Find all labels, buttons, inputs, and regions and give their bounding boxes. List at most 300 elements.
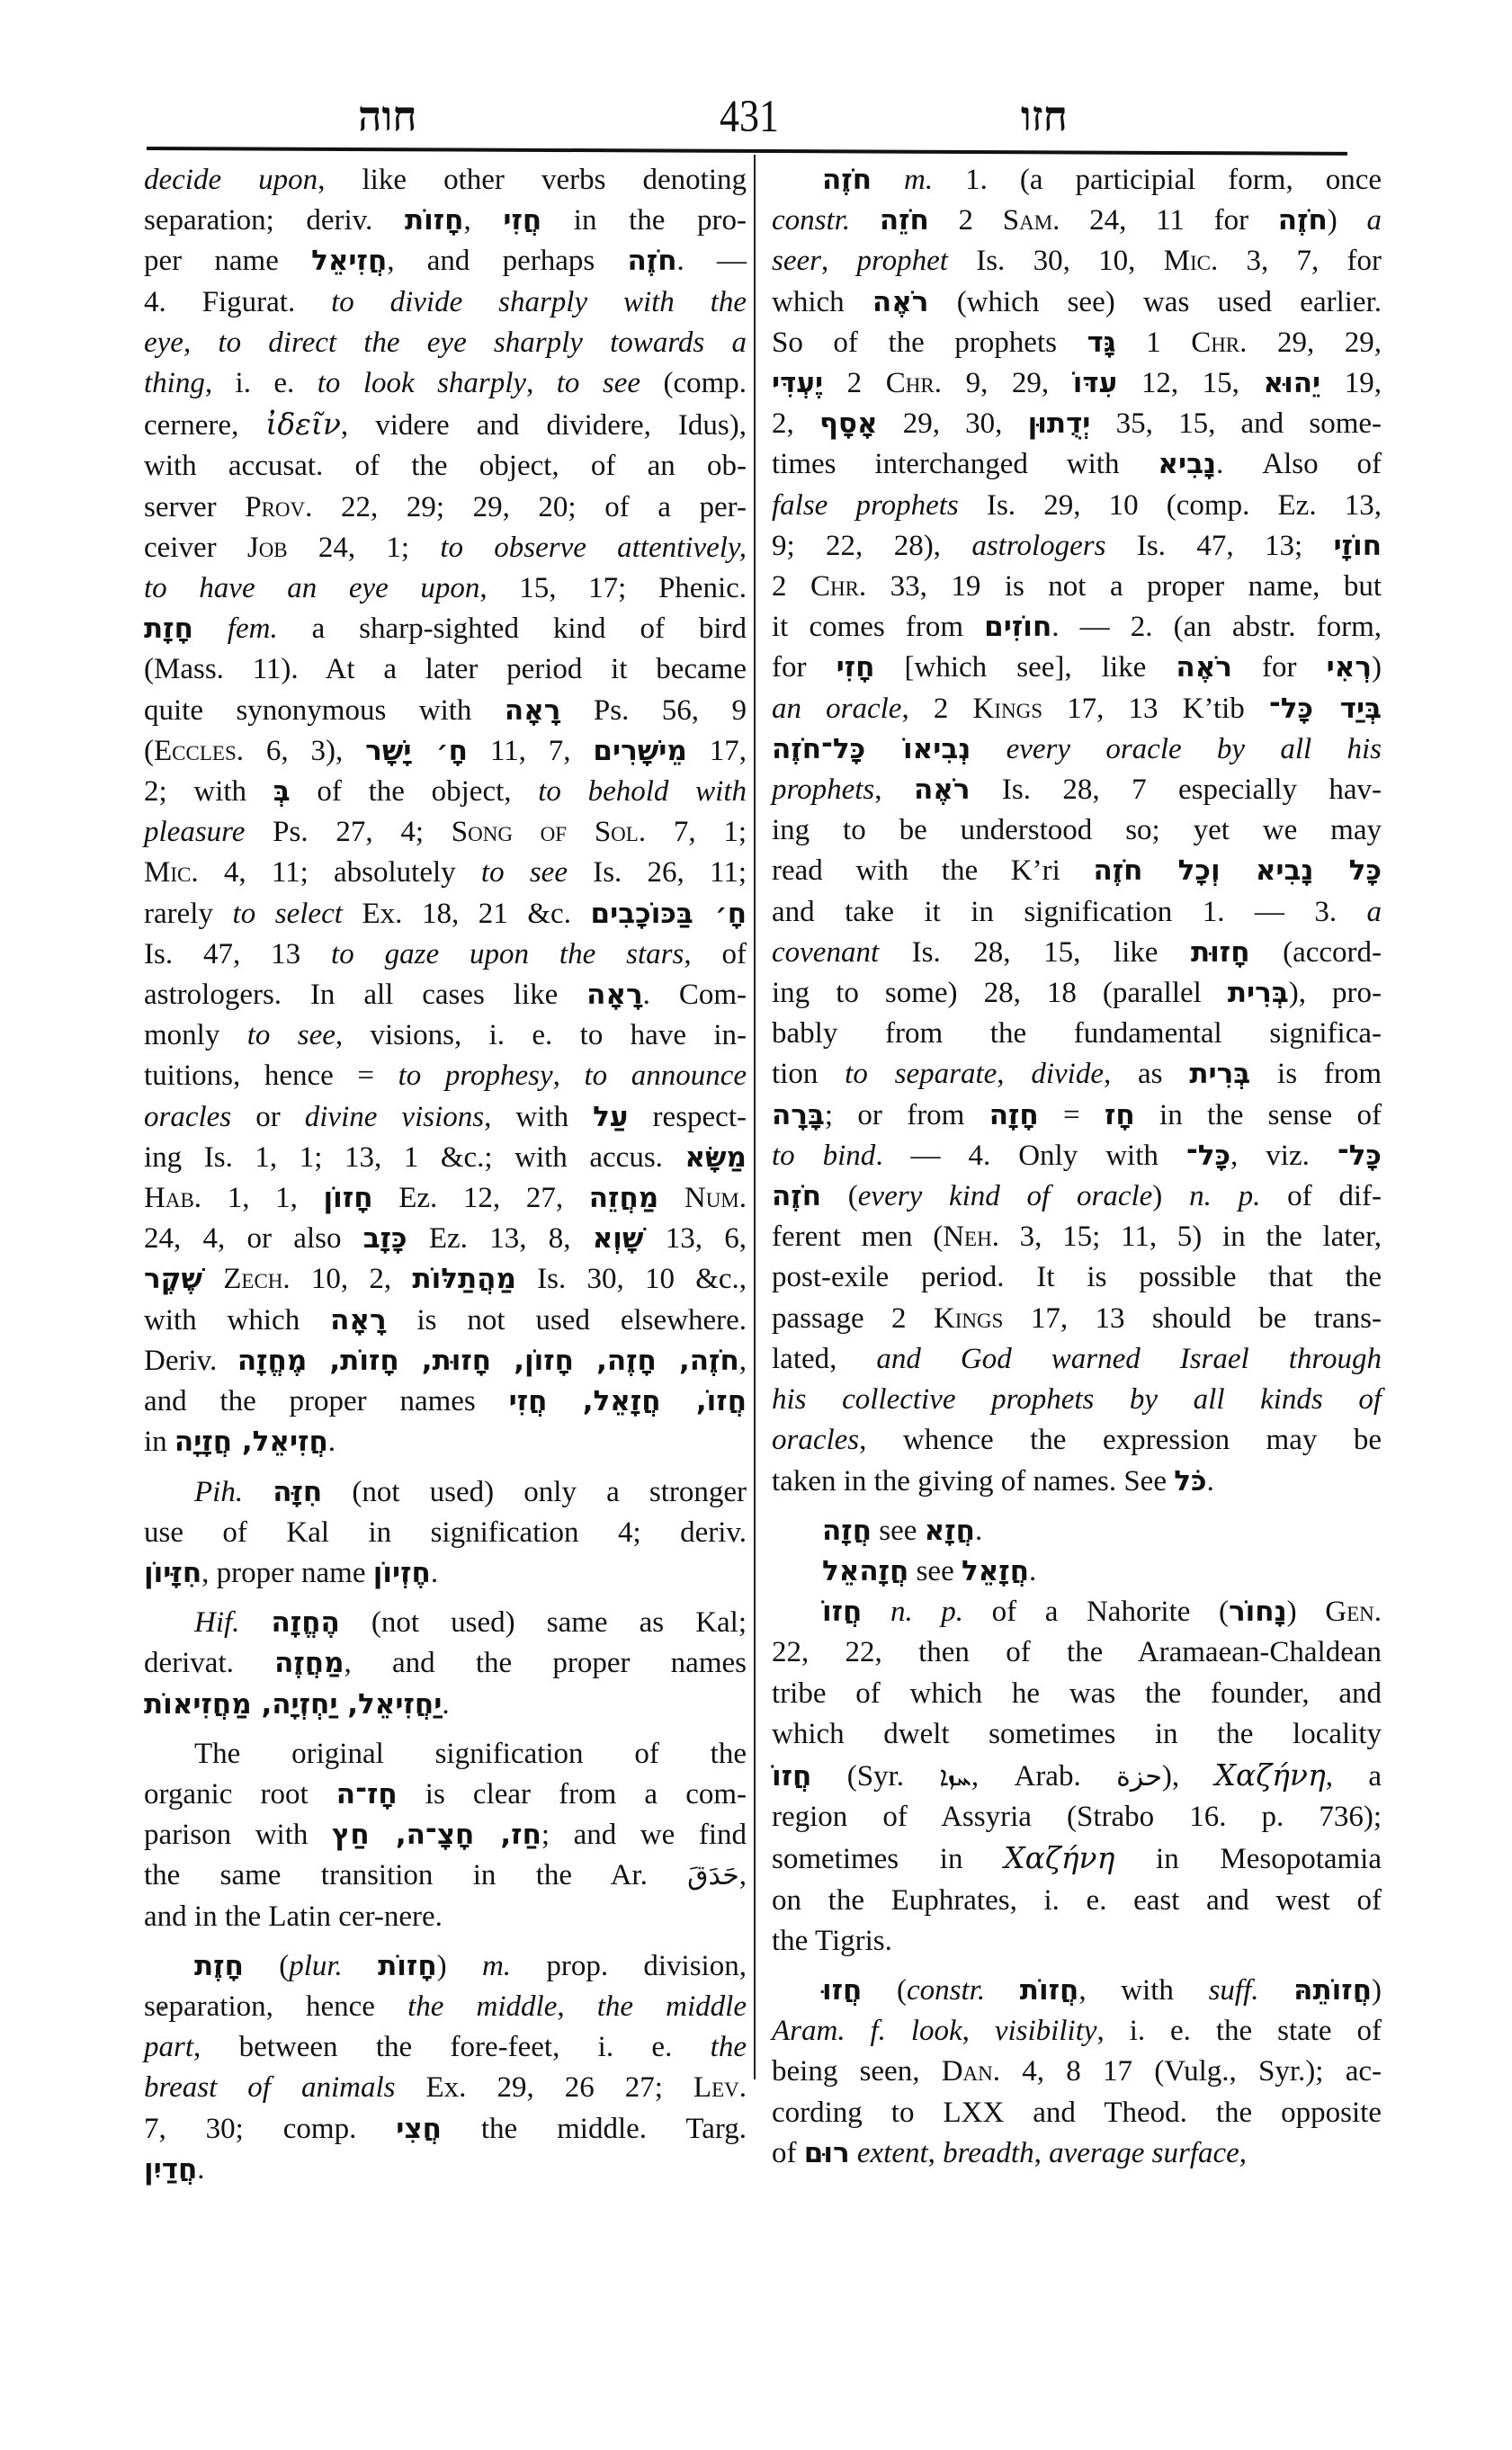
text-run: 17, 13 should be trans- [1003,1301,1382,1335]
text-run: 33, 19 is not a proper name, but [866,570,1382,604]
text-run: , 2 [901,692,973,725]
text-run [850,2137,857,2169]
text-run: 24, 11 for [1060,204,1278,237]
text-run: ( [821,1180,858,1213]
italic-gloss: plur. [289,1949,343,1982]
hebrew-word: חֹזֶה [822,164,872,196]
italic-gloss: n. p. [1189,1180,1261,1213]
text-line [144,1056,747,1096]
text-run: , [874,773,914,807]
book-abbrev: Hab. [144,1182,202,1215]
hebrew-word: יֶעְדִּי [772,367,824,400]
text-run: of [772,2136,804,2169]
text-run: Is. 28, 7 especially hav- [970,773,1382,807]
text-line [144,2150,747,2190]
text-run: , [738,1859,747,1892]
text-line [144,528,747,568]
italic-gloss: his collective prophets by all kinds of [772,1383,1382,1417]
text-line [772,1014,1382,1054]
text-run: 19, [1320,367,1382,400]
text-run [343,1950,378,1982]
text-run: , of [684,937,747,970]
arabic-word: حَدَقَ [687,1860,739,1892]
text-line [772,689,1382,729]
text-run: in [144,1426,174,1459]
text-line [144,1422,747,1462]
text-run: astrologers. In all cases like [144,979,587,1012]
text-run: 13, 6, [643,1222,747,1256]
text-run: , [552,1060,585,1093]
book-abbrev: Mic. [144,856,199,890]
text-line [772,1714,1382,1755]
text-run: a sharp-sighted kind of bird [277,612,747,646]
hebrew-word: חָזוּת [1190,935,1250,969]
text-run: , [526,367,557,400]
text-line [772,1797,1382,1838]
hebrew-word: בְּ [273,775,291,809]
hebrew-word: נָחוֹר [1229,1596,1287,1629]
text-run: , 15, 17; Phenic. [479,572,747,605]
hebrew-word: כָּל נָבִיא וְכָל חֹזֶה [1093,854,1382,888]
hebrew-word: חֲזִיאֵל, חֲזָיָה [174,1426,328,1459]
hebrew-word: בָּרָה [772,1098,825,1131]
text-line [772,444,1382,485]
entry-hazeh [144,1946,747,2190]
text-line [144,1775,747,1815]
hebrew-word: חֲזִיאֵל [311,245,388,278]
text-run: Is. 30, 10 &c., [515,1263,747,1296]
text-line [772,607,1382,648]
hebrew-word: שֶׁקֶר [144,1263,202,1296]
hebrew-word: בְּרִית [1227,977,1289,1010]
page-number: 431 [720,91,779,142]
italic-gloss: to separate [845,1058,998,1091]
text-line [772,160,1382,201]
text-run: and take it in signification 1. — 3. [772,895,1367,928]
hebrew-word: חֲזִי [503,204,542,237]
text-run: Is. 28, 15, like [879,935,1191,969]
text-line [772,1257,1382,1298]
text-run: ), [1161,1759,1215,1793]
text-line [772,892,1382,933]
hebrew-word: חֹזֶה, חָזֶה, חָזוֹן, חָזוּת, חָזוֹת, מֶחֱזָה [237,1344,739,1377]
text-line [772,1632,1382,1673]
text-run: lated, [772,1342,877,1375]
text-run: and the proper names [144,1385,509,1418]
text-run: , i. e. the state of [1096,2015,1382,2048]
text-line [772,1136,1382,1176]
text-run: 4, 11; absolutely [198,856,481,890]
text-run: . [197,2152,205,2186]
text-run: ) [1286,1596,1326,1629]
text-line [144,649,747,690]
book-abbrev: Chr. [810,570,867,604]
text-run: , [820,245,857,278]
text-run: 17, [686,734,747,767]
text-run: of the object, [290,775,539,809]
book-abbrev: Eccles. [154,734,244,767]
text-run: respect- [628,1100,747,1133]
text-line [144,1987,747,2027]
text-run: . [327,1426,336,1459]
italic-gloss: m. [481,1949,512,1982]
italic-gloss: breadth [943,2136,1034,2169]
text-run: 1, 1, [201,1182,324,1215]
italic-gloss: divide [1031,1058,1104,1091]
text-run: . [1029,1554,1037,1587]
hebrew-word: מַחֲזֵה [588,1182,659,1215]
text-run: Is. 47, 13 [144,937,332,970]
text-line [772,201,1382,241]
text-line [144,1341,747,1381]
book-abbrev: Kings [972,692,1042,725]
text-line [144,1855,747,1896]
book-abbrev: Kings [933,1301,1004,1335]
hebrew-word: יְדֻתוּן [1027,407,1091,441]
hebrew-word: חֲזוֹ [822,1596,863,1629]
text-run: , [463,204,504,237]
text-line [144,812,747,853]
hebrew-word: חָזוֹן [323,1182,373,1215]
text-run: 9; 22, 28), [772,529,972,562]
hebrew-word: חָזוֹת [404,204,464,237]
text-run: organic root [144,1777,336,1811]
text-run: cernere, [144,409,266,443]
running-head-left-word: חוה [358,94,417,139]
text-run: Is. 30, 10, [947,245,1164,278]
text-run: , and perhaps [387,245,628,278]
text-line [772,1217,1382,1257]
italic-gloss: to select [232,897,343,930]
italic-gloss: the [710,2031,747,2064]
text-run: in the pro- [541,204,747,237]
text-line [144,2068,747,2108]
hebrew-word: חֲזָה [822,1514,872,1547]
left-column [144,160,747,2190]
text-line [772,1339,1382,1380]
entry-hazo [772,1592,1382,1962]
text-run: rarely [144,897,233,930]
text-line [772,323,1382,363]
text-run: per name [144,245,312,278]
text-line [772,567,1382,607]
text-line [772,2093,1382,2133]
text-line [772,1462,1382,1502]
text-line [144,568,747,609]
text-run: ) [436,1949,482,1982]
text-run: 17, 13 K’tib [1042,692,1269,725]
text-run: . Also of [1216,448,1382,481]
text-run: , [927,2136,944,2169]
italic-gloss: visibility [994,2015,1097,2048]
hebrew-word: רָאָה [330,1303,387,1337]
italic-gloss: n. p. [890,1596,964,1629]
text-run: post-exile period. It is possible that the [772,1261,1382,1294]
book-abbrev: Lev. [693,2071,747,2105]
text-run: Ps. 27, 4; [245,816,452,849]
text-line [772,1592,1382,1632]
text-run: Is. 26, 11; [567,856,747,890]
italic-gloss: to behold with [538,775,747,809]
text-run: (not used) only a stronger [322,1475,747,1508]
text-run: 1 [1115,326,1192,359]
text-run: . [430,1556,439,1589]
italic-gloss: suff. [1208,1973,1259,2007]
text-run: Deriv. [144,1344,237,1377]
hebrew-word: חֶזְיוֹן [372,1556,431,1589]
hebrew-word: כָּל־ [1337,1139,1382,1172]
hebrew-word: חִזָּיוֹן [144,1556,202,1589]
text-run: (accord- [1249,935,1382,969]
text-run: ; or from [824,1098,989,1131]
text-run: , between the fore-feet, i. e. [193,2031,711,2064]
hebrew-word: חֲצִי [396,2112,442,2145]
text-run: 29, 30, [877,407,1028,441]
text-line [144,363,747,404]
hebrew-word: מַשָּׂא [684,1140,747,1174]
text-run: Ez. 12, 27, [372,1182,589,1215]
text-run [202,1263,223,1295]
text-run: ( [862,1973,908,2007]
text-line [144,609,747,649]
text-line [772,770,1382,810]
text-line [772,1674,1382,1714]
text-run: tuitions, hence = [144,1060,398,1093]
text-run: in Mesopotamia [1114,1843,1382,1876]
text-line [144,201,747,241]
text-line [144,1301,747,1341]
italic-gloss: constr. [907,1973,986,2007]
hebrew-word: חָז־ה [336,1777,398,1811]
italic-gloss: the middle [407,1990,558,2023]
text-run: (not used) same as Kal; [339,1606,747,1640]
text-run: ) [1372,1973,1382,2007]
text-run: , as [1103,1058,1190,1091]
italic-gloss: decide upon [144,164,318,196]
text-run: , and the proper names [344,1647,747,1680]
text-line [772,1054,1382,1095]
text-run: 2 [823,367,886,400]
hebrew-word: שָׁוְא [592,1222,644,1256]
text-run: , visions, i. e. to have in- [335,1019,747,1052]
text-run: tribe of which he was the founder, and [772,1677,1382,1710]
column-divider [754,155,756,2079]
text-line [144,487,747,528]
text-run: , viz. [1230,1139,1338,1172]
text-line [772,2011,1382,2052]
hebrew-word: חֲזָאֵל [961,1554,1030,1587]
text-line [144,1513,747,1553]
text-run: Ex. 29, 26 27; [395,2071,693,2105]
book-abbrev: Mic. [1163,245,1219,278]
text-line [144,1138,747,1178]
text-run [862,1596,890,1628]
text-line [144,1472,747,1513]
text-line [772,1881,1382,1921]
text-line [144,2027,747,2068]
italic-gloss: covenant [772,935,880,969]
arabic-word: حزة [1116,1760,1162,1793]
text-run: prop. division, [511,1949,747,1982]
text-line [144,1553,747,1594]
hebrew-word: חוֹזָי [1333,529,1382,562]
text-line [144,323,747,363]
hebrew-word: חָזָת [144,612,193,646]
italic-gloss: every kind of oracle [857,1180,1153,1213]
text-run: 4, 8 17 (Vulg., Syr.); ac- [1000,2055,1382,2088]
italic-gloss: an oracle [772,692,902,725]
text-line [772,486,1382,526]
text-line [772,1299,1382,1339]
italic-gloss: prophets [772,773,875,807]
text-run: tion [772,1058,845,1091]
hebrew-word: חֲדַיִן [144,2152,198,2186]
text-line [772,973,1382,1014]
text-run [658,1182,684,1214]
text-run [850,204,880,237]
text-line [144,1643,747,1684]
italic-gloss: to see [246,1019,336,1052]
text-run: 7, 30; comp. [144,2112,397,2145]
text-run: , [738,1344,747,1377]
text-run: is clear from a com- [397,1777,747,1811]
italic-gloss: divine visions [304,1100,485,1133]
italic-gloss: average surface, [1049,2136,1248,2169]
text-run: 1. (a participial form, once [933,164,1382,196]
hebrew-word: רָאָה [586,979,643,1012]
text-run: read with the K’ri [772,854,1094,888]
book-abbrev: Gen. [1325,1596,1382,1629]
greek-word: Χαζήνη [1214,1757,1326,1793]
text-line [144,894,747,934]
text-run: parison with [144,1819,332,1852]
text-line [144,1685,747,1725]
entry-hozeh [772,160,1382,1502]
hebrew-word: עַל [593,1100,629,1133]
hebrew-word: חָ׳ בַּכּוֹכָבִים [590,897,747,930]
text-line [144,1097,747,1138]
text-run: So of the prophets [772,326,1087,359]
text-line [772,729,1382,770]
text-line [772,2133,1382,2174]
text-run: use of Kal in signification 4; deriv. [144,1516,747,1549]
hebrew-word: נָבִיא [1158,448,1217,481]
text-run: quite synonymous with [144,693,505,727]
text-run: , Arab. [971,1759,1117,1793]
text-line [144,853,747,893]
text-run: , with [1078,1973,1209,2007]
book-abbrev: Chr. [1191,326,1248,359]
italic-gloss: to bind [772,1139,876,1172]
text-run: 3, 7, for [1218,245,1382,278]
text-line [144,404,747,446]
text-run: 35, 15, and some- [1090,407,1382,441]
text-run: times interchanged with [772,448,1159,481]
hebrew-word: חֲזָהאֵל [822,1554,909,1587]
text-run: 2, [772,407,819,441]
text-run: ( [243,1949,290,1982]
text-line [772,1755,1382,1797]
text-run: ing to be understood so; yet we may [772,814,1382,847]
italic-gloss: oracles [772,1424,860,1457]
text-line [772,648,1382,688]
hebrew-word: כָּזָב [362,1222,407,1256]
text-run: separation, hence [144,1990,408,2023]
text-run: which dwelt sometimes in the locality [772,1717,1382,1750]
entry-continuation [144,160,747,1463]
book-abbrev: Sam. [1002,204,1060,237]
text-run: cording to LXX and Theod. the opposite [772,2096,1382,2129]
text-run: 10, 2, [290,1263,413,1296]
text-run: , [997,1058,1032,1091]
text-run: (Syr. [811,1759,940,1793]
italic-gloss: to look sharply [317,367,527,400]
text-line [772,933,1382,973]
hebrew-word: יַחֲזִיאֵל, יַחְזְיָה, מַחֲזִיאוֹת [144,1687,443,1721]
book-abbrev: Zech. [223,1263,291,1296]
text-line [772,1095,1382,1136]
text-run: ) [1372,651,1382,684]
italic-gloss: to see [480,856,568,890]
text-run: (Mass. 11). At a later period it became [144,653,747,686]
hebrew-word: עִדּוֹ [1072,367,1118,400]
hebrew-word: חֹזֶה [627,245,677,278]
italic-gloss: to have an eye upon [144,572,480,605]
text-line [144,2109,747,2150]
book-abbrev: Num. [684,1182,747,1215]
hebrew-word: חֲזוֹת [1019,1973,1079,2007]
text-run: for [1231,651,1327,684]
text-run: for [772,651,837,684]
text-run: in the sense of [1134,1098,1382,1131]
text-run: , videre and dividere, Idus), [340,409,747,443]
text-run: of a Nahorite ( [963,1596,1229,1629]
text-run: , with [484,1100,594,1133]
text-line [772,1380,1382,1420]
text-line [772,851,1382,891]
book-abbrev: Dan. [941,2055,1001,2088]
text-line [772,1838,1382,1880]
text-line [144,1734,747,1775]
text-line [144,934,747,975]
text-run: ), pro- [1288,977,1382,1010]
text-line [144,1219,747,1259]
italic-gloss: astrologers [971,529,1106,562]
text-run: monly [144,1019,247,1052]
text-run: ing to some) 28, 18 (parallel [772,977,1228,1010]
text-run: 7, 1; [646,816,747,849]
running-head [0,85,1512,148]
book-abbrev: Chr. [885,367,942,400]
text-line [772,363,1382,404]
italic-gloss: part [144,2031,194,2064]
text-line [144,1897,747,1937]
text-run: derivat. [144,1647,275,1680]
text-run: 29, 29, [1247,326,1382,359]
text-line [772,1511,1382,1551]
text-run: Ez. 13, 8, [407,1222,593,1256]
text-run: (which see) was used earlier. [928,285,1382,318]
text-run: ) [1152,1180,1190,1213]
text-line [144,731,747,772]
italic-gloss: to see [556,367,641,400]
hebrew-word: רוּם [803,2136,850,2169]
book-abbrev: Neh. [943,1221,999,1254]
italic-gloss: to observe attentively, [440,531,747,564]
text-run: which [772,285,872,318]
text-run: the Tigris. [772,1924,892,1957]
hebrew-word: רָאָה [504,693,561,727]
